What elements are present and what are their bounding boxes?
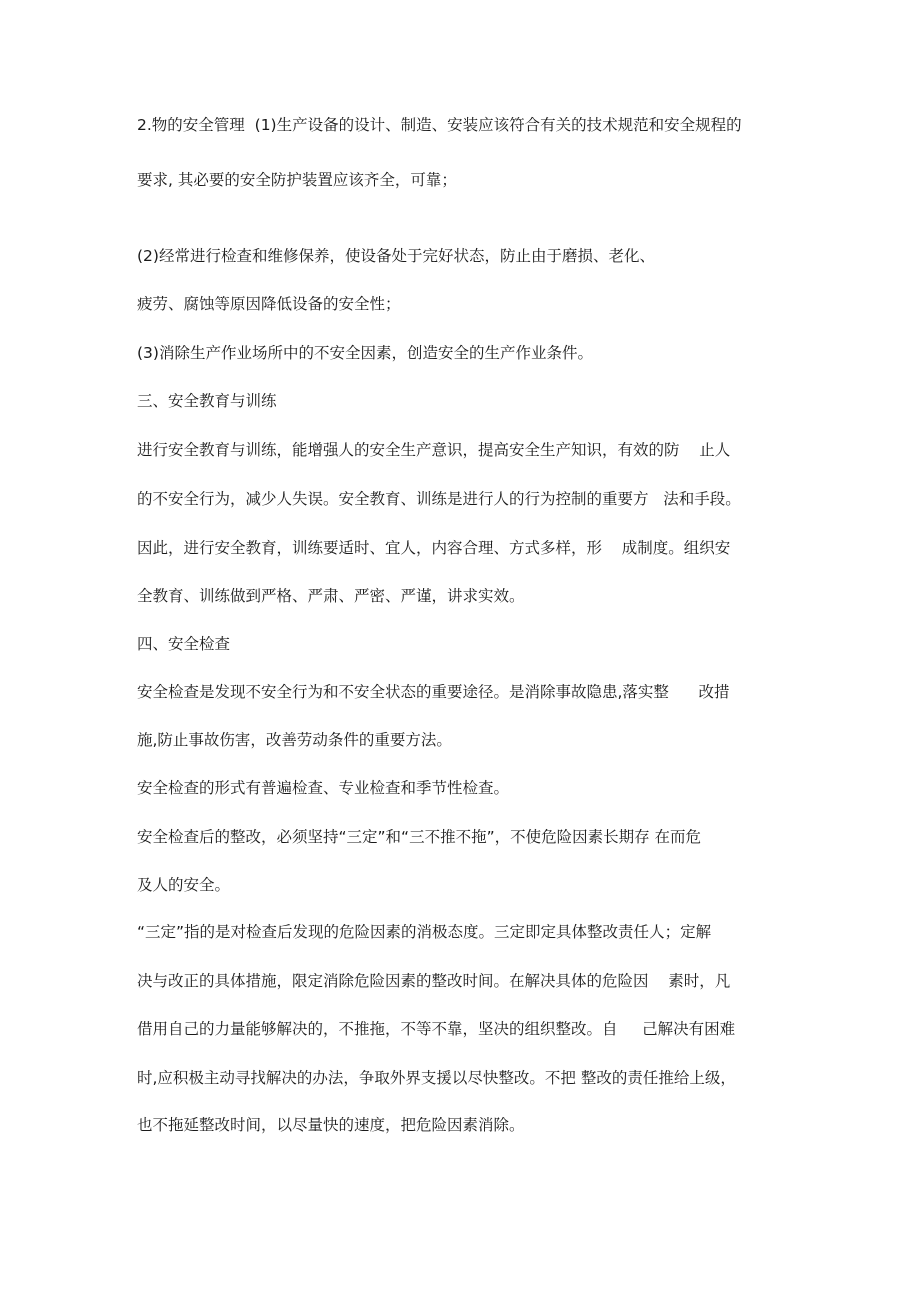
text-line: 安全检查是发现不安全行为和不安全状态的重要途径。是消除事故隐患,落实整 改措 [137, 683, 730, 701]
text-line: 施,防止事故伤害，改善劳动条件的重要方法。 [137, 731, 452, 749]
text-line: 安全检查后的整改，必须坚持“三定”和“三不推不拖”，不使危险因素长期存 在而危 [137, 828, 702, 846]
text-line: (3)消除生产作业场所中的不安全因素，创造安全的生产作业条件。 [137, 344, 593, 362]
text-line: “三定”指的是对检查后发现的危险因素的消极态度。三定即定具体整改责任人；定解 [137, 923, 712, 941]
text-line: 疲劳、腐蚀等原因降低设备的安全性； [137, 295, 401, 313]
text-line: 2.物的安全管理 (1)生产设备的设计、制造、安装应该符合有关的技术规范和安全规程的 [137, 116, 742, 134]
text-line: 的不安全行为，减少人失误。安全教育、训练是进行人的行为控制的重要方 法和手段。 [137, 490, 741, 508]
text-line: 决与改正的具体措施，限定消除危险因素的整改时间。在解决具体的危险因 素时，凡 [137, 972, 731, 990]
text-line: 因此，进行安全教育，训练要适时、宜人，内容合理、方式多样，形 成制度。组织安 [137, 539, 731, 557]
text-line: 及人的安全。 [137, 876, 231, 894]
text-line: 全教育、训练做到严格、严肃、严密、严谨，讲求实效。 [137, 587, 525, 605]
text-line: 时,应积极主动寻找解决的办法，争取外界支援以尽快整改。不把 整改的责任推给上级， [137, 1069, 736, 1087]
text-line: 安全检查的形式有普遍检查、专业检查和季节性检查。 [137, 779, 510, 797]
section-heading: 四、安全检查 [137, 635, 231, 653]
section-heading: 三、安全教育与训练 [137, 392, 277, 410]
text-line: 借用自己的力量能够解决的，不推拖，不等不靠，坚决的组织整改。自 己解决有困难 [137, 1020, 736, 1038]
text-line: 进行安全教育与训练，能增强人的安全生产意识，提高安全生产知识，有效的防 止人 [137, 441, 731, 459]
text-line: (2)经常进行检查和维修保养，使设备处于完好状态，防止由于磨损、老化、 [137, 247, 655, 265]
text-line: 要求, 其必要的安全防护装置应该齐全，可靠； [137, 171, 457, 189]
text-line: 也不拖延整改时间，以尽量快的速度，把危险因素消除。 [137, 1116, 525, 1134]
